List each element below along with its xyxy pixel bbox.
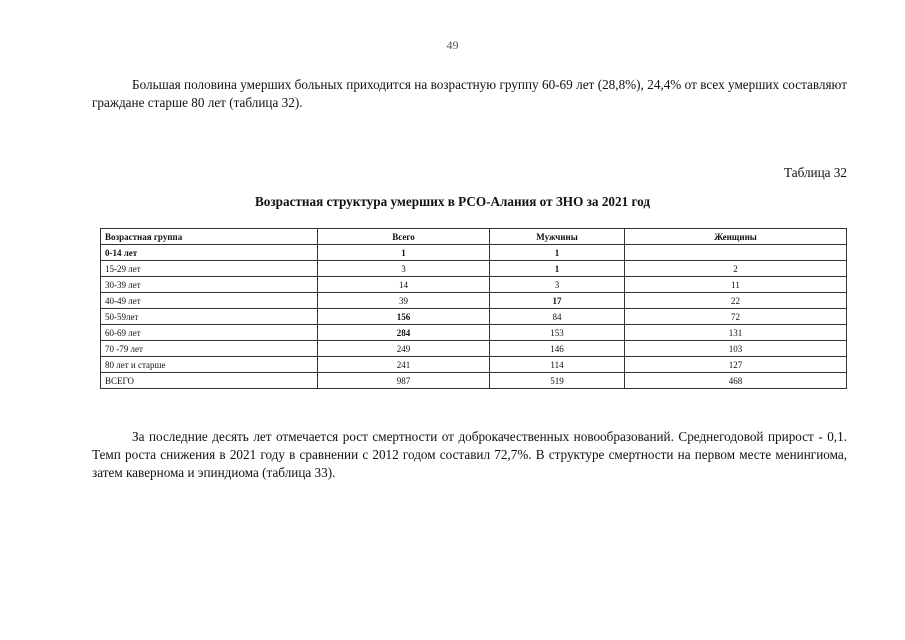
table-header-row — [101, 229, 847, 245]
cell-women — [625, 245, 847, 261]
cell-men: 1 — [490, 245, 625, 261]
cell-total: 987 — [318, 373, 490, 389]
intro-paragraph: Большая половина умерших больных приходится на возрастную группу 60-69 лет (28,8%), 24,4% от всех умерших составляют граждане старше 80 лет (таблица 32). — [92, 77, 847, 110]
cell-age-group: 15-29 лет — [101, 261, 318, 277]
cell-women: 468 — [625, 373, 847, 389]
table-row — [101, 261, 847, 277]
cell-age-group: 50-59лет — [101, 309, 318, 325]
cell-age-group: 40-49 лет — [101, 293, 318, 309]
cell-total: 249 — [318, 341, 490, 357]
cell-women: 103 — [625, 341, 847, 357]
header-women: Женщины — [625, 229, 847, 245]
cell-women: 127 — [625, 357, 847, 373]
cell-men: 84 — [490, 309, 625, 325]
cell-men: 114 — [490, 357, 625, 373]
outro-paragraph: За последние десять лет отмечается рост смертности от доброкачественных новообразований. Среднегодовой прирост - 0,1. Темп роста снижения в 2021 году в сравнении с 2012 годом составил 72,7%. В структуре смертности на первом месте менингиома, затем кавернома и эпиндиома (таблица 33). — [92, 429, 847, 480]
cell-age-group: 0-14 лет — [101, 245, 318, 261]
cell-total: 39 — [318, 293, 490, 309]
cell-men: 3 — [490, 277, 625, 293]
cell-women: 131 — [625, 325, 847, 341]
cell-men: 1 — [490, 261, 625, 277]
cell-age-group: 60-69 лет — [101, 325, 318, 341]
table-row — [101, 245, 847, 261]
header-total: Всего — [318, 229, 490, 245]
cell-men: 153 — [490, 325, 625, 341]
page-number: 49 — [446, 38, 459, 52]
cell-total: 3 — [318, 261, 490, 277]
table-row — [101, 293, 847, 309]
cell-total: 156 — [318, 309, 490, 325]
cell-total: 14 — [318, 277, 490, 293]
table-total-row — [101, 373, 847, 389]
cell-total: 1 — [318, 245, 490, 261]
table-row — [101, 277, 847, 293]
cell-men: 17 — [490, 293, 625, 309]
header-men: Мужчины — [490, 229, 625, 245]
table-row — [101, 325, 847, 341]
table-row — [101, 341, 847, 357]
cell-age-group: 80 лет и старше — [101, 357, 318, 373]
table-row — [101, 357, 847, 373]
table-title: Возрастная структура умерших в РСО-Алания от ЗНО за 2021 год — [254, 194, 651, 209]
cell-women: 22 — [625, 293, 847, 309]
age-structure-table — [100, 228, 847, 389]
cell-women: 2 — [625, 261, 847, 277]
cell-total: 241 — [318, 357, 490, 373]
cell-age-group: 30-39 лет — [101, 277, 318, 293]
table-row — [101, 309, 847, 325]
cell-age-group: ВСЕГО — [101, 373, 318, 389]
cell-total: 284 — [318, 325, 490, 341]
cell-women: 11 — [625, 277, 847, 293]
header-age-group: Возрастная группа — [101, 229, 318, 245]
table-caption: Таблица 32 — [784, 165, 847, 180]
cell-age-group: 70 -79 лет — [101, 341, 318, 357]
cell-men: 146 — [490, 341, 625, 357]
cell-women: 72 — [625, 309, 847, 325]
cell-men: 519 — [490, 373, 625, 389]
